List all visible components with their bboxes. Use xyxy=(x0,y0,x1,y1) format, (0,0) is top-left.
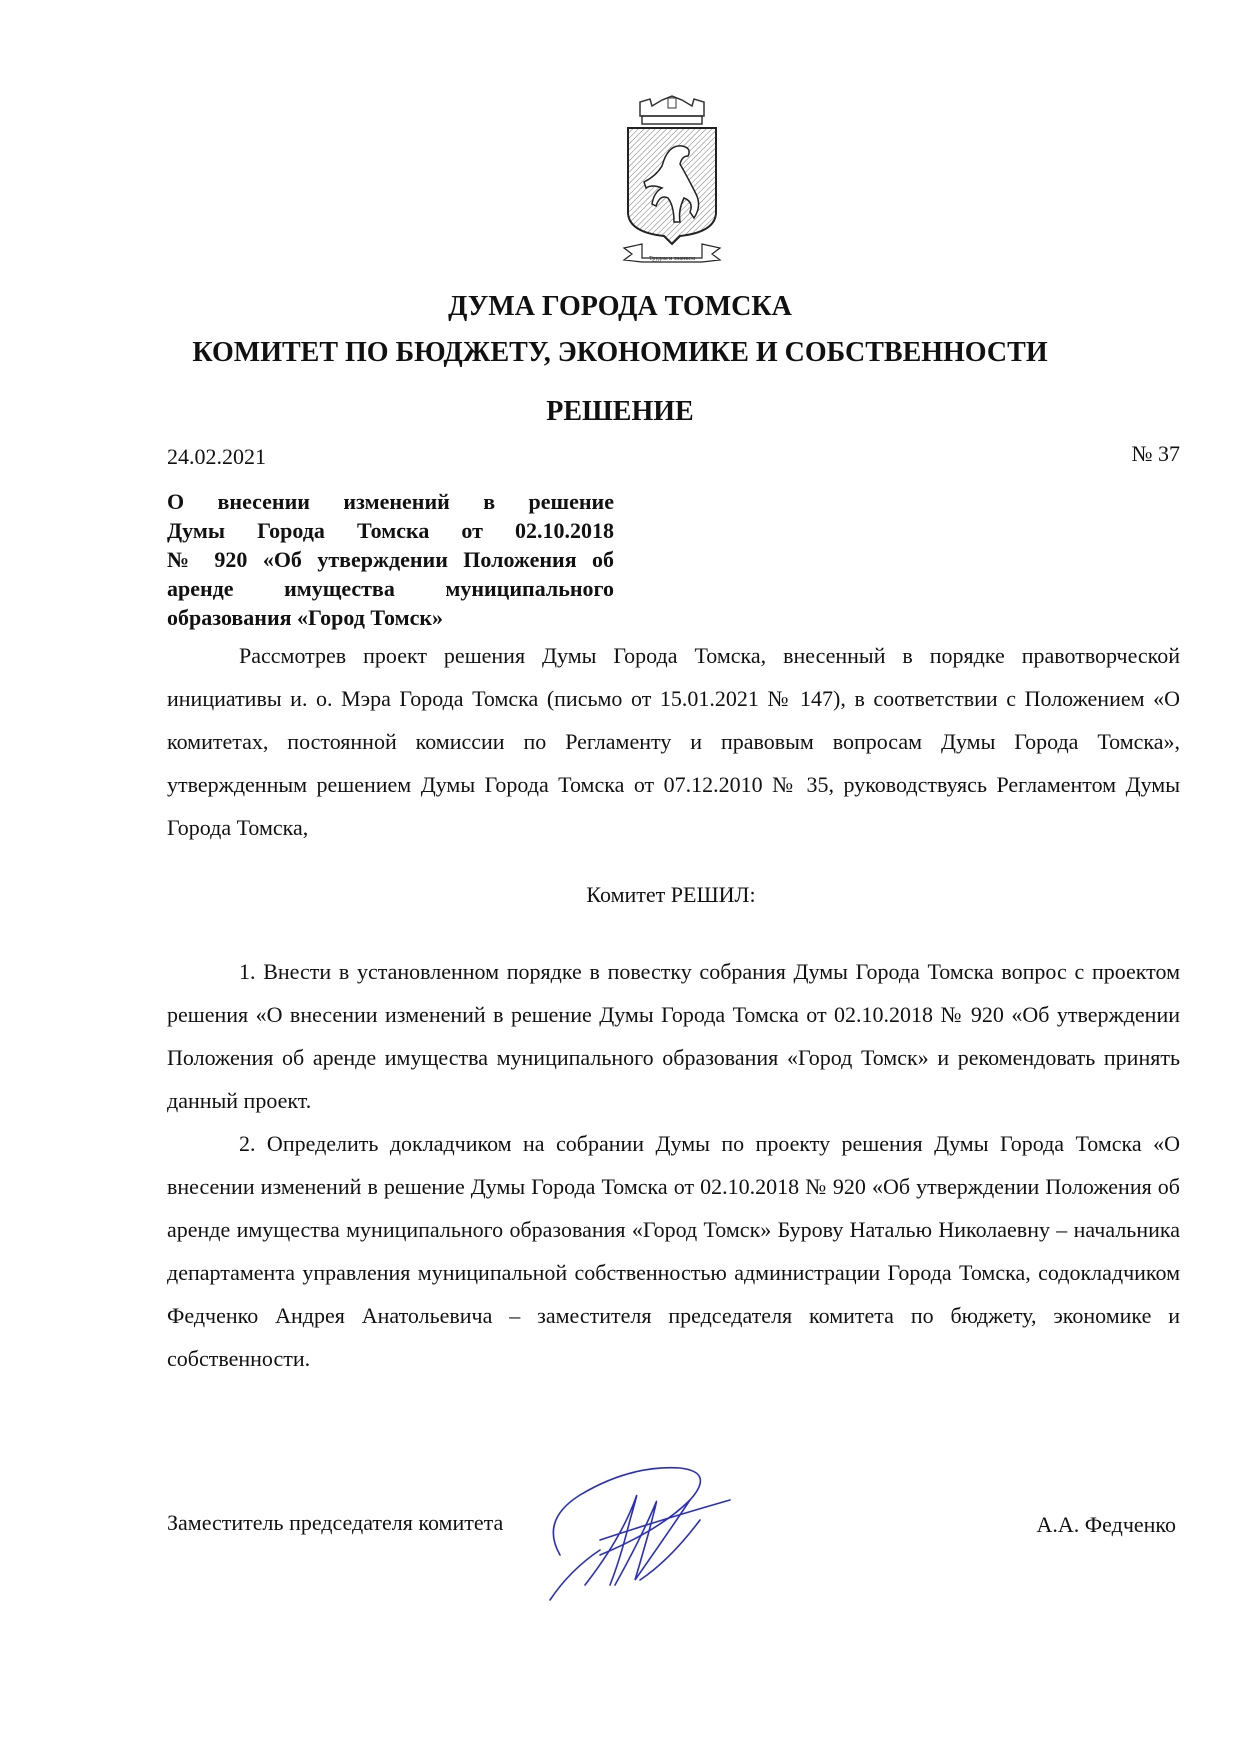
subject-line: О внесении изменений в решение xyxy=(167,489,614,514)
resolution-item: 2. Определить докладчиком на собрании Думы по проекту решения Думы Города Томска «О внесении изменений в решение Думы Города Томска от 02.10.2018 № 920 «Об утверждении Положения об аренде имущества муниципального образования «Город Томск» Бурову Наталью Николаевну – начальника департамента управления муниципальной собственностью администрации Города Томска, содокладчиком Федченко Андрея Анатольевича – заместителя председателя комитета по бюджету, экономике и собственности. xyxy=(167,1131,1180,1371)
preamble-text: Рассмотрев проект решения Думы Города Томска, внесенный в порядке правотворческой инициативы и. о. Мэра Города Томска (письмо от 15.01.2021 № 147), в соответствии с Положением «О комитетах, постоянной комиссии по Регламенту и правовым вопросам Думы Города Томска», утвержденным решением Думы Города Томска от 07.12.2010 № 35, руководствуясь Регламентом Думы Города Томска, xyxy=(167,643,1180,840)
document-type: РЕШЕНИЕ xyxy=(546,396,694,427)
document-date: 24.02.2021 xyxy=(167,444,266,469)
subject-line: Думы Города Томска от 02.10.2018 xyxy=(167,518,614,543)
handwritten-signature xyxy=(540,1460,735,1605)
city-coat-of-arms-icon xyxy=(622,94,722,266)
organization-title: ДУМА ГОРОДА ТОМСКА xyxy=(448,291,792,322)
resolution-items xyxy=(167,950,1180,1380)
preamble xyxy=(167,634,1180,849)
subject-line: № 920 «Об утверждении Положения об xyxy=(167,547,614,572)
committee-title: КОМИТЕТ ПО БЮДЖЕТУ, ЭКОНОМИКЕ И СОБСТВЕННОСТИ xyxy=(192,337,1048,368)
document-number: № 37 xyxy=(1131,441,1180,466)
resolution-item: 1. Внести в установленном порядке в повестку собрания Думы Города Томска вопрос с проектом решения «О внесении изменений в решение Думы Города Томска от 02.10.2018 № 920 «Об утверждении Положения об аренде имущества муниципального образования «Город Томск» и рекомендовать принять данный проект. xyxy=(167,959,1180,1113)
document-subject xyxy=(167,487,614,632)
signatory-role: Заместитель председателя комитета xyxy=(167,1510,504,1535)
subject-line: образования «Город Томск» xyxy=(167,605,444,630)
subject-line: аренде имущества муниципального xyxy=(167,576,614,601)
signatory-name: А.А. Федченко xyxy=(1036,1512,1176,1537)
resolved-heading: Комитет РЕШИЛ: xyxy=(586,882,756,907)
svg-text:Трудом и знанием: Трудом и знанием xyxy=(648,256,696,262)
